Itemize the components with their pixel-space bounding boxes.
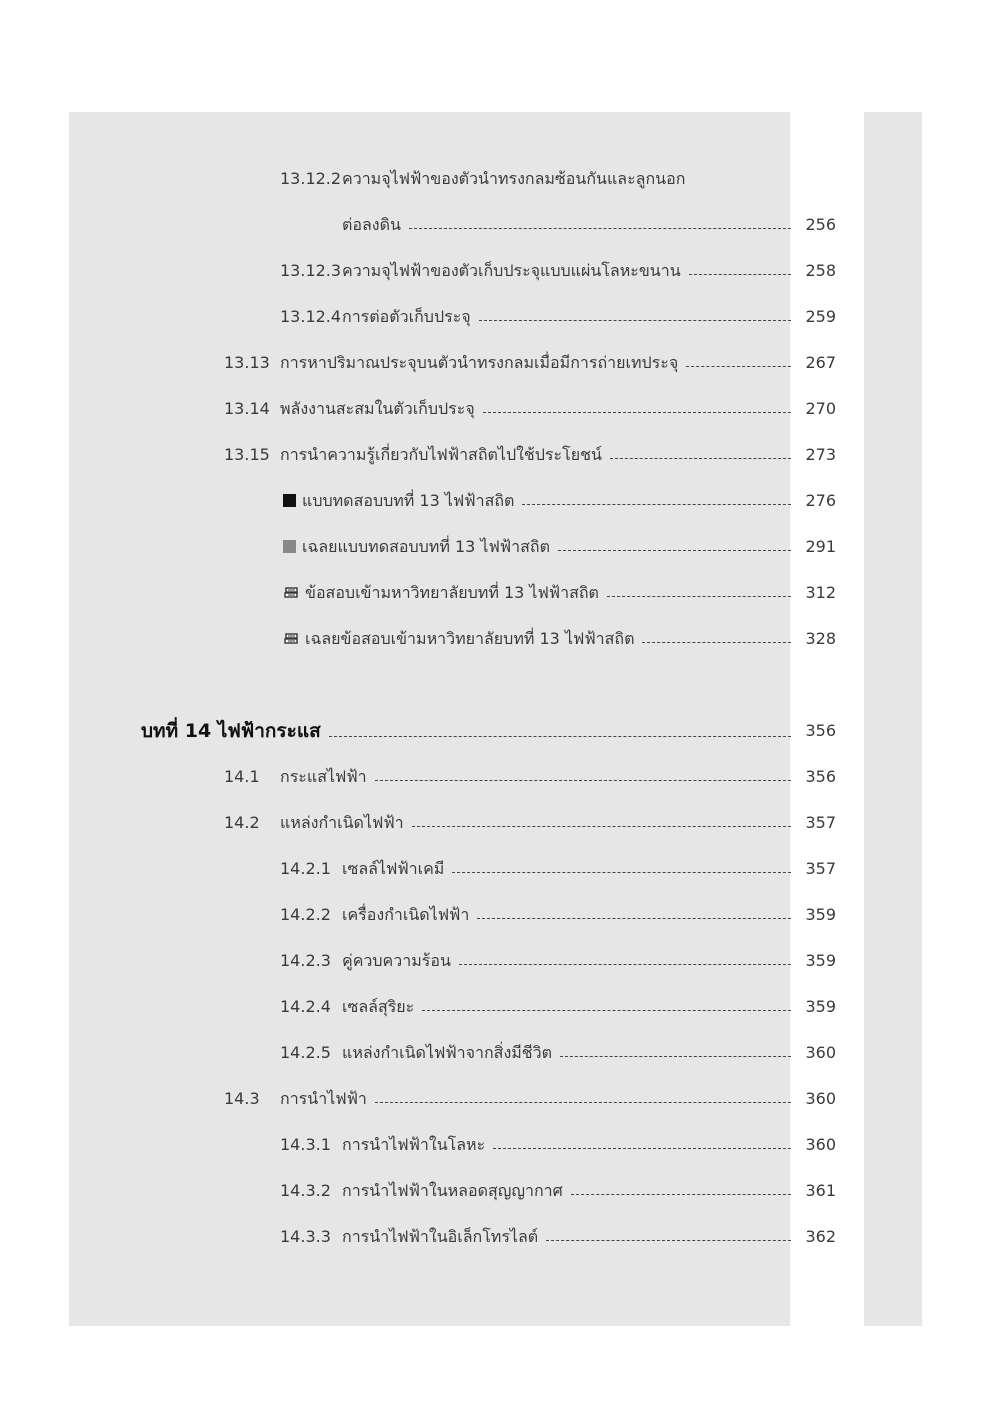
toc-page-number: 357 xyxy=(805,813,836,832)
toc-page-number: 360 xyxy=(805,1043,836,1062)
leader-dots xyxy=(412,826,791,827)
toc-entry-title-text: ต่อลงดิน xyxy=(342,215,401,234)
toc-page-number: 360 xyxy=(805,1135,836,1154)
toc-entry-title xyxy=(342,1222,544,1252)
leader-dots xyxy=(610,458,791,459)
toc-entry-number: 14.3.2 xyxy=(280,1181,331,1200)
toc-page-number: 356 xyxy=(805,721,836,740)
leader-dots xyxy=(375,1102,791,1103)
toc-entry-number: 13.14 xyxy=(224,399,270,418)
leader-dots xyxy=(409,228,791,229)
toc-row xyxy=(0,1130,992,1160)
toc-entry-title xyxy=(280,1084,373,1114)
leader-dots xyxy=(483,412,791,413)
toc-entry-number: 14.2.1 xyxy=(280,859,331,878)
toc-page-number: 276 xyxy=(805,491,836,510)
leader-dots xyxy=(546,1240,791,1241)
toc-entry-title-text: ความจุไฟฟ้าของตัวเก็บประจุแบบแผ่นโลหะขนาน xyxy=(342,261,681,280)
toc-entry-title xyxy=(342,992,420,1022)
toc-row xyxy=(0,1084,992,1114)
toc-entry-title xyxy=(283,624,640,654)
toc-entry-title-text: เซลล์สุริยะ xyxy=(342,997,415,1016)
toc-entry-title xyxy=(342,210,407,240)
leader-dots xyxy=(375,780,791,781)
toc-entry-number: 13.12.3 xyxy=(280,261,342,280)
toc-row xyxy=(0,808,992,838)
toc-entry-title-text: ความจุไฟฟ้าของตัวนำทรงกลมซ้อนกันและลูกนอก xyxy=(342,169,686,188)
toc-entry-title xyxy=(342,164,691,194)
toc-page-number: 359 xyxy=(805,905,836,924)
toc-row xyxy=(0,486,992,516)
toc-entry-title-text: แบบทดสอบบทที่ 13 ไฟฟ้าสถิต xyxy=(302,491,515,510)
toc-row xyxy=(0,210,992,240)
toc-page-number: 359 xyxy=(805,997,836,1016)
toc-row xyxy=(0,624,992,654)
toc-entry-number: 14.3.1 xyxy=(280,1135,331,1154)
toc-entry-number: 14.2 xyxy=(224,813,260,832)
toc-entry-title xyxy=(280,808,410,838)
books-icon xyxy=(283,629,305,648)
toc-entry-title-text: บทที่ 14 ไฟฟ้ากระแส xyxy=(141,720,321,742)
gray-square-icon xyxy=(283,537,302,556)
toc-entry-title-text: การนำไฟฟ้า xyxy=(280,1089,367,1108)
leader-dots xyxy=(493,1148,791,1149)
toc-entry-title xyxy=(280,348,684,378)
leader-dots xyxy=(560,1056,791,1057)
leader-dots xyxy=(686,366,791,367)
toc-entry-number: 13.12.2 xyxy=(280,169,342,188)
toc-entry-title xyxy=(280,440,608,470)
leader-dots xyxy=(479,320,791,321)
toc-page-number: 270 xyxy=(805,399,836,418)
toc-entry-title-text: การนำไฟฟ้าในโลหะ xyxy=(342,1135,486,1154)
toc-entry-title-text: แหล่งกำเนิดไฟฟ้า xyxy=(280,813,404,832)
toc-entry-number: 14.2.3 xyxy=(280,951,331,970)
toc-row xyxy=(0,302,992,332)
leader-dots xyxy=(522,504,791,505)
toc-entry-title-text: เฉลยแบบทดสอบบทที่ 13 ไฟฟ้าสถิต xyxy=(302,537,550,556)
toc-entry-number: 14.1 xyxy=(224,767,260,786)
toc-entry-title xyxy=(283,532,556,562)
toc-page-number: 259 xyxy=(805,307,836,326)
toc-page-number: 357 xyxy=(805,859,836,878)
leader-dots xyxy=(558,550,791,551)
toc-entry-title xyxy=(283,578,605,608)
toc-entry-title-text: การหาปริมาณประจุบนตัวนำทรงกลมเมื่อมีการถ่ายเทประจุ xyxy=(280,353,679,372)
toc-row xyxy=(0,164,992,194)
toc-entry-title xyxy=(342,1038,558,1068)
toc-chapter-row xyxy=(0,716,992,746)
toc-row xyxy=(0,256,992,286)
leader-dots xyxy=(329,736,791,737)
toc-entry-title-text: ข้อสอบเข้ามหาวิทยาลัยบทที่ 13 ไฟฟ้าสถิต xyxy=(305,583,599,602)
books-icon xyxy=(283,583,305,602)
leader-dots xyxy=(642,642,791,643)
toc-page-number: 361 xyxy=(805,1181,836,1200)
leader-dots xyxy=(571,1194,791,1195)
toc-page-number: 356 xyxy=(805,767,836,786)
black-square-icon xyxy=(283,491,302,510)
toc-entry-title-text: เครื่องกำเนิดไฟฟ้า xyxy=(342,905,470,924)
toc-entry-title-text: คู่ควบความร้อน xyxy=(342,951,451,970)
toc-entry-title-text: การนำไฟฟ้าในหลอดสุญญากาศ xyxy=(342,1181,563,1200)
toc-row xyxy=(0,578,992,608)
toc-row xyxy=(0,762,992,792)
toc-row xyxy=(0,1222,992,1252)
toc-entry-title-text: การนำไฟฟ้าในอิเล็กโทรไลต์ xyxy=(342,1227,539,1246)
toc-entry-number: 13.13 xyxy=(224,353,270,372)
toc-page-number: 273 xyxy=(805,445,836,464)
toc-entry-title xyxy=(342,946,457,976)
toc-row xyxy=(0,854,992,884)
toc-entry-title xyxy=(280,394,481,424)
toc-entry-title xyxy=(141,716,327,746)
toc-entry-title xyxy=(342,302,477,332)
toc-entry-number: 14.2.4 xyxy=(280,997,331,1016)
toc-page-number: 360 xyxy=(805,1089,836,1108)
toc-entry-number: 14.2.2 xyxy=(280,905,331,924)
leader-dots xyxy=(607,596,791,597)
toc-entry-title-text: เซลล์ไฟฟ้าเคมี xyxy=(342,859,445,878)
toc-entry-number: 14.3.3 xyxy=(280,1227,331,1246)
leader-dots xyxy=(459,964,791,965)
toc-row xyxy=(0,946,992,976)
toc-entry-title-text: การนำความรู้เกี่ยวกับไฟฟ้าสถิตไปใช้ประโยชน์ xyxy=(280,445,602,464)
leader-dots xyxy=(689,274,791,275)
toc-page-number: 256 xyxy=(805,215,836,234)
toc-row xyxy=(0,1176,992,1206)
toc-entry-title xyxy=(342,1130,491,1160)
toc-entry-title xyxy=(342,256,687,286)
toc-entry-title xyxy=(280,762,373,792)
toc-row xyxy=(0,1038,992,1068)
toc-row xyxy=(0,992,992,1022)
toc-entry-title-text: การต่อตัวเก็บประจุ xyxy=(342,307,471,326)
toc-page-number: 359 xyxy=(805,951,836,970)
toc-page-number: 267 xyxy=(805,353,836,372)
toc-row xyxy=(0,440,992,470)
toc-page-number: 362 xyxy=(805,1227,836,1246)
leader-dots xyxy=(422,1010,791,1011)
leader-dots xyxy=(477,918,791,919)
toc-row xyxy=(0,394,992,424)
leader-dots xyxy=(452,872,791,873)
toc-row xyxy=(0,900,992,930)
toc-entry-title xyxy=(342,900,475,930)
toc-entry-title xyxy=(283,486,520,516)
toc-entry-title xyxy=(342,854,450,884)
toc-page-number: 291 xyxy=(805,537,836,556)
toc-entry-title-text: กระแสไฟฟ้า xyxy=(280,767,367,786)
toc-row xyxy=(0,348,992,378)
toc-entry-title xyxy=(342,1176,569,1206)
toc-entry-title-text: พลังงานสะสมในตัวเก็บประจุ xyxy=(280,399,475,418)
toc-entry-title-text: เฉลยข้อสอบเข้ามหาวิทยาลัยบทที่ 13 ไฟฟ้าสถิต xyxy=(305,629,635,648)
toc-entry-number: 14.3 xyxy=(224,1089,260,1108)
toc-page-number: 312 xyxy=(805,583,836,602)
toc-page-number: 258 xyxy=(805,261,836,280)
toc-entry-number: 14.2.5 xyxy=(280,1043,331,1062)
toc-entry-number: 13.12.4 xyxy=(280,307,342,326)
toc-row xyxy=(0,532,992,562)
toc-entry-number: 13.15 xyxy=(224,445,270,464)
toc-entry-title-text: แหล่งกำเนิดไฟฟ้าจากสิ่งมีชีวิต xyxy=(342,1043,553,1062)
toc-page-number: 328 xyxy=(805,629,836,648)
